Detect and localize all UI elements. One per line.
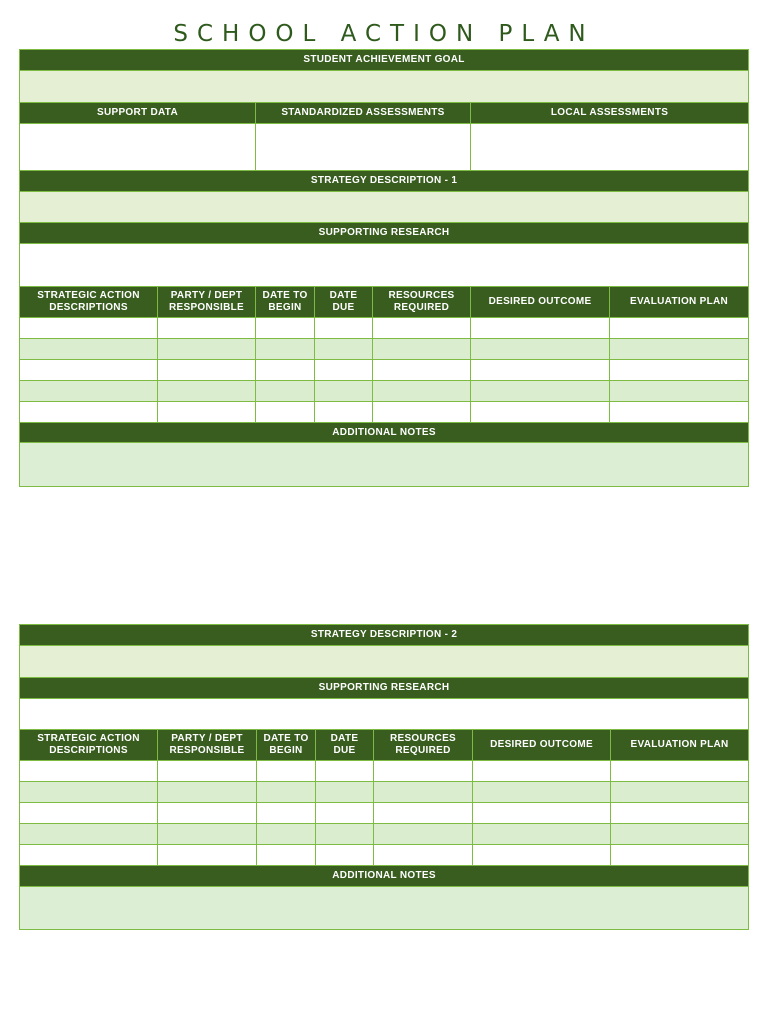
action-cell[interactable] <box>374 803 473 824</box>
column-header-resources-required <box>373 287 471 318</box>
action-cell[interactable] <box>158 845 257 866</box>
action-cell[interactable] <box>373 339 471 360</box>
action-plan-table-1 <box>19 49 749 487</box>
action-cell[interactable] <box>256 318 315 339</box>
action-cell[interactable] <box>610 360 749 381</box>
strategy-description-field[interactable] <box>20 192 749 223</box>
action-cell[interactable] <box>610 402 749 423</box>
column-header-evaluation-plan: EVALUATION PLAN <box>611 730 749 761</box>
action-cell[interactable] <box>610 318 749 339</box>
action-plan-table-2 <box>19 624 749 930</box>
strategy-description-header: STRATEGY DESCRIPTION - 1 <box>20 171 749 192</box>
action-cell[interactable] <box>471 318 610 339</box>
action-cell[interactable] <box>256 339 315 360</box>
action-cell[interactable] <box>158 402 256 423</box>
column-header-line: DATE <box>330 733 359 744</box>
action-cell[interactable] <box>20 360 158 381</box>
action-cell[interactable] <box>611 845 749 866</box>
action-cell[interactable] <box>158 761 257 782</box>
column-header-line: DUE <box>332 302 355 313</box>
column-header-line: DESCRIPTIONS <box>49 745 128 756</box>
action-cell[interactable] <box>316 845 374 866</box>
column-header-date-due <box>316 730 374 761</box>
column-header-line: DATE TO <box>263 733 309 744</box>
student-achievement-goal-field[interactable] <box>20 71 749 103</box>
column-header-line: RESPONSIBLE <box>169 745 245 756</box>
action-cell[interactable] <box>257 845 316 866</box>
column-header-line: DESCRIPTIONS <box>49 302 128 313</box>
column-header-line: DATE TO <box>262 290 308 301</box>
action-cell[interactable] <box>373 402 471 423</box>
action-cell[interactable] <box>473 782 611 803</box>
additional-notes-field[interactable] <box>20 443 749 487</box>
action-cell[interactable] <box>610 339 749 360</box>
action-cell[interactable] <box>471 381 610 402</box>
action-cell[interactable] <box>20 339 158 360</box>
action-cell[interactable] <box>611 782 749 803</box>
column-header-strategic-action <box>20 730 158 761</box>
action-cell[interactable] <box>471 360 610 381</box>
action-cell[interactable] <box>473 824 611 845</box>
column-header-line: RESOURCES <box>389 733 457 744</box>
local-assessments-field[interactable] <box>471 124 749 171</box>
action-cell[interactable] <box>611 803 749 824</box>
local-assessments-header: LOCAL ASSESSMENTS <box>471 103 749 124</box>
action-cell[interactable] <box>316 761 374 782</box>
column-header-date-to-begin <box>257 730 316 761</box>
supporting-research-field[interactable] <box>20 699 749 730</box>
column-header-desired-outcome: DESIRED OUTCOME <box>473 730 611 761</box>
column-header-desired-outcome: DESIRED OUTCOME <box>471 287 610 318</box>
action-cell[interactable] <box>373 318 471 339</box>
action-cell[interactable] <box>20 845 158 866</box>
column-header-line: BEGIN <box>269 745 303 756</box>
action-cell[interactable] <box>158 803 257 824</box>
action-cell[interactable] <box>471 339 610 360</box>
column-header-line: PARTY / DEPT <box>170 290 243 301</box>
action-cell[interactable] <box>257 782 316 803</box>
action-cell[interactable] <box>473 845 611 866</box>
column-header-line: REQUIRED <box>395 745 451 756</box>
column-header-date-to-begin <box>256 287 315 318</box>
action-cell[interactable] <box>256 381 315 402</box>
action-cell[interactable] <box>158 339 256 360</box>
column-header-date-due <box>315 287 373 318</box>
action-cell[interactable] <box>158 318 256 339</box>
action-cell[interactable] <box>374 824 473 845</box>
action-cell[interactable] <box>373 360 471 381</box>
supporting-research-header: SUPPORTING RESEARCH <box>20 223 749 244</box>
supporting-research-field[interactable] <box>20 244 749 287</box>
action-cell[interactable] <box>471 402 610 423</box>
action-cell[interactable] <box>257 803 316 824</box>
action-cell[interactable] <box>315 402 373 423</box>
standardized-assessments-field[interactable] <box>256 124 471 171</box>
action-cell[interactable] <box>315 381 373 402</box>
column-header-line: DUE <box>333 745 356 756</box>
action-cell[interactable] <box>256 402 315 423</box>
column-header-party-dept <box>158 730 257 761</box>
action-cell[interactable] <box>20 402 158 423</box>
student-achievement-goal-header: STUDENT ACHIEVEMENT GOAL <box>20 50 749 71</box>
column-header-line: STRATEGIC ACTION <box>37 290 140 301</box>
column-header-strategic-action <box>20 287 158 318</box>
column-header-line: PARTY / DEPT <box>171 733 243 744</box>
support-data-header: SUPPORT DATA <box>20 103 256 124</box>
strategy-description-field[interactable] <box>20 646 749 678</box>
action-cell[interactable] <box>315 339 373 360</box>
action-cell[interactable] <box>20 803 158 824</box>
action-cell[interactable] <box>611 761 749 782</box>
column-header-line: DATE <box>329 290 358 301</box>
column-header-resources-required <box>374 730 473 761</box>
action-cell[interactable] <box>316 782 374 803</box>
additional-notes-header: ADDITIONAL NOTES <box>20 423 749 443</box>
column-header-line: REQUIRED <box>393 302 450 313</box>
standardized-assessments-header: STANDARDIZED ASSESSMENTS <box>256 103 471 124</box>
additional-notes-field[interactable] <box>20 887 749 930</box>
column-header-party-dept <box>158 287 256 318</box>
action-cell[interactable] <box>316 803 374 824</box>
action-cell[interactable] <box>20 761 158 782</box>
action-cell[interactable] <box>611 824 749 845</box>
action-cell[interactable] <box>315 360 373 381</box>
action-cell[interactable] <box>158 824 257 845</box>
supporting-research-header: SUPPORTING RESEARCH <box>20 678 749 699</box>
action-cell[interactable] <box>256 360 315 381</box>
action-cell[interactable] <box>20 824 158 845</box>
support-data-field[interactable] <box>20 124 256 171</box>
action-cell[interactable] <box>610 381 749 402</box>
strategy-description-header: STRATEGY DESCRIPTION - 2 <box>20 625 749 646</box>
action-cell[interactable] <box>257 824 316 845</box>
column-header-line: STRATEGIC ACTION <box>37 733 140 744</box>
action-cell[interactable] <box>158 381 256 402</box>
column-header-line: BEGIN <box>268 302 302 313</box>
action-cell[interactable] <box>473 803 611 824</box>
action-cell[interactable] <box>473 761 611 782</box>
action-cell[interactable] <box>373 381 471 402</box>
action-cell[interactable] <box>20 782 158 803</box>
action-cell[interactable] <box>315 318 373 339</box>
column-header-line: RESPONSIBLE <box>169 302 244 313</box>
column-header-line: RESOURCES <box>388 290 455 301</box>
action-cell[interactable] <box>20 381 158 402</box>
action-cell[interactable] <box>158 360 256 381</box>
action-cell[interactable] <box>257 761 316 782</box>
action-cell[interactable] <box>374 845 473 866</box>
additional-notes-header: ADDITIONAL NOTES <box>20 866 749 887</box>
action-cell[interactable] <box>316 824 374 845</box>
column-header-evaluation-plan: EVALUATION PLAN <box>610 287 749 318</box>
action-cell[interactable] <box>374 761 473 782</box>
action-cell[interactable] <box>20 318 158 339</box>
page-title: SCHOOL ACTION PLAN <box>173 21 595 47</box>
action-cell[interactable] <box>374 782 473 803</box>
action-cell[interactable] <box>158 782 257 803</box>
